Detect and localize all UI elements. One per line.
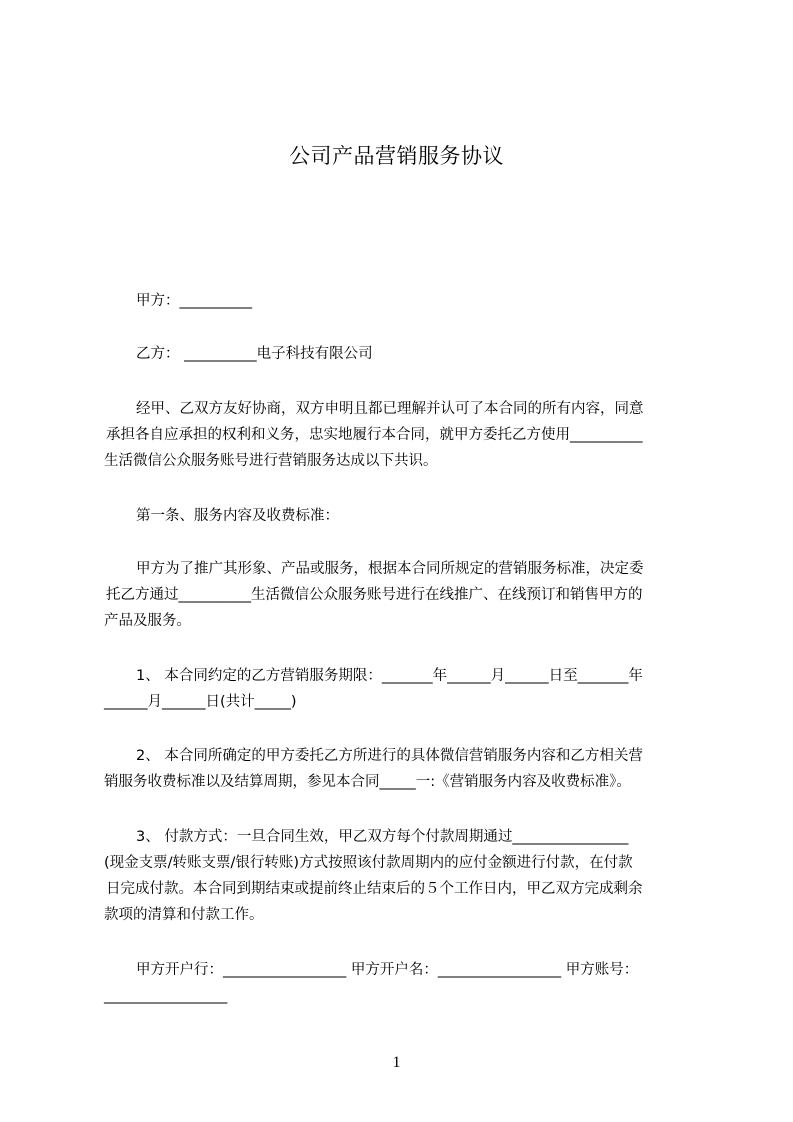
document-title: 公司产品营销服务协议 — [289, 144, 504, 168]
clause-3-line-2: (现金支票/转账支票/银行转账)方式按照该付款周期内的应付金额进行付款，在付款 — [104, 855, 633, 871]
clause-1-line-2: ______月______日(共计_____) — [104, 694, 297, 710]
article-1-heading: 第一条、服务内容及收费标准： — [136, 508, 339, 524]
page-number: 1 — [392, 1054, 401, 1071]
intro-line-2: 承担各自应承担的权利和义务，忠实地履行本合同，就甲方委托乙方使用__________ — [106, 427, 643, 443]
article-1-line-3: 产品及服务。 — [104, 613, 191, 629]
bank-info-line-2: _________________ — [104, 988, 228, 1004]
intro-line-3: 生活微信公众服务账号进行营销服务达成以下共识。 — [104, 453, 438, 469]
clause-1-line-1: 1、 本合同约定的乙方营销服务期限：_______年______月______日至_______年 — [136, 668, 643, 684]
party-b-line: 乙方： __________电子科技有限公司 — [136, 346, 373, 362]
clause-2-line-2: 销服务收费标准以及结算周期，参见本合同_____一:《营销服务内容及收费标准》。 — [104, 774, 631, 790]
intro-line-1: 经甲、乙双方友好协商，双方申明且都已理解并认可了本合同的所有内容，同意 — [136, 401, 644, 417]
party-a-line: 甲方：__________ — [136, 293, 252, 309]
article-1-line-1: 甲方为了推广其形象、产品或服务，根据本合同所规定的营销服务标准，决定委 — [136, 561, 644, 577]
clause-3-line-3: 日完成付款。本合同到期结束或提前终止结束后的５个工作日内，甲乙双方完成剩余 — [106, 881, 643, 897]
clause-3-line-1: 3、 付款方式：一旦合同生效，甲乙双方每个付款周期通过________________ — [136, 829, 629, 845]
article-1-line-2: 托乙方通过__________生活微信公众服务账号进行在线推广、在线预订和销售甲方的 — [106, 587, 643, 603]
clause-2-line-1: 2、 本合同所确定的甲方委托乙方所进行的具体微信营销服务内容和乙方相关营 — [136, 748, 643, 764]
bank-info-line-1: 甲方开户行：_________________ 甲方开户名：_________________ 甲方账号： — [136, 962, 639, 978]
clause-3-line-4: 款项的清算和付款工作。 — [104, 907, 264, 923]
